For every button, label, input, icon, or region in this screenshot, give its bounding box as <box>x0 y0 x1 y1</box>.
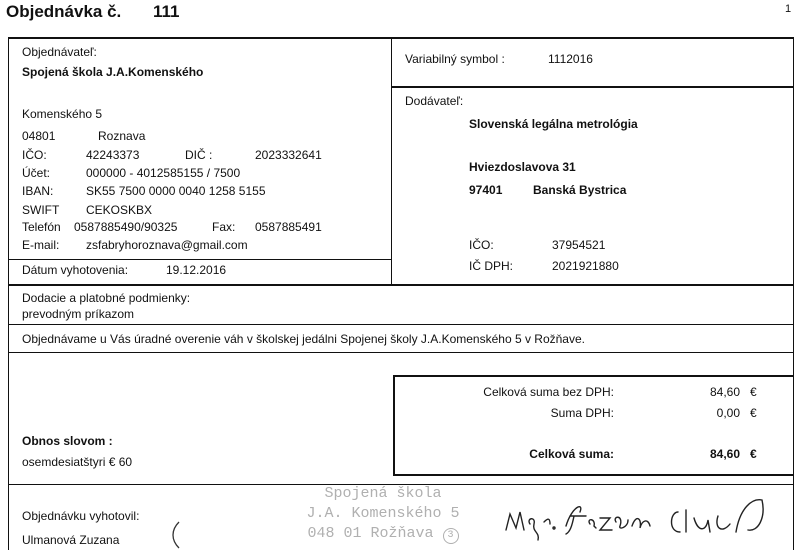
supplier-icdph-label: IČ DPH: <box>469 259 514 273</box>
stamp-line-2: J.A. Komenského 5 <box>306 505 460 522</box>
total-base-label: Celková suma bez DPH: <box>483 385 614 399</box>
customer-street: Komenského 5 <box>22 107 103 121</box>
total-label: Celková suma: <box>529 447 614 461</box>
order-number: 111 <box>153 2 180 21</box>
page-number: 1 <box>785 3 792 15</box>
stamp-line-1: Spojená škola <box>324 485 442 502</box>
customer-swift-label: SWIFT <box>22 203 60 217</box>
supplier-ico-label: IČO: <box>469 238 494 252</box>
customer-zip: 04801 <box>22 129 56 143</box>
terms-label: Dodacie a platobné podmienky: <box>22 291 191 305</box>
variable-symbol-label: Variabilný symbol : <box>405 52 505 66</box>
total-base-currency: € <box>750 385 757 399</box>
date-value: 19.12.2016 <box>166 263 227 277</box>
supplier-zip: 97401 <box>469 183 503 197</box>
customer-city: Roznava <box>98 129 146 143</box>
total-vat-value: 0,00 <box>716 406 740 420</box>
customer-phone: 0587885490/90325 <box>74 220 178 234</box>
supplier-icdph: 2021921880 <box>552 259 619 273</box>
signature <box>500 488 790 548</box>
customer-account: 000000 - 4012585155 / 7500 <box>86 166 241 180</box>
customer-section-label: Objednávateľ: <box>22 45 97 59</box>
in-words-value: osemdesiatštyri € 60 <box>22 455 133 469</box>
customer-dic-label: DIČ : <box>185 148 213 162</box>
terms-value: prevodným príkazom <box>22 307 135 321</box>
issuer-label: Objednávku vyhotovil: <box>22 509 140 523</box>
supplier-street: Hviezdoslavova 31 <box>469 160 576 174</box>
stamp-line-3: 048 01 Rožňava 3 <box>298 524 468 544</box>
issuer-name: Ulmanová Zuzana <box>22 533 120 547</box>
total-base-value: 84,60 <box>709 385 740 399</box>
customer-fax-label: Fax: <box>212 220 236 234</box>
bracket-mark <box>165 520 187 550</box>
supplier-section-label: Dodávateľ: <box>405 94 464 108</box>
total-value: 84,60 <box>709 447 740 461</box>
supplier-ico: 37954521 <box>552 238 606 252</box>
customer-iban: SK55 7500 0000 0040 1258 5155 <box>86 184 266 198</box>
total-currency: € <box>750 447 757 461</box>
customer-ico: 42243373 <box>86 148 140 162</box>
order-text: Objednávame u Vás úradné overenie váh v školskej jedálni Spojenej školy J.A.Komenského 5 v Rožňave. <box>22 332 585 346</box>
in-words-label: Obnos slovom : <box>22 434 113 448</box>
customer-phone-label: Telefón <box>22 220 61 234</box>
date-label: Dátum vyhotovenia: <box>22 263 129 277</box>
customer-email-label: E-mail: <box>22 238 60 252</box>
supplier-name: Slovenská legálna metrológia <box>469 117 638 131</box>
customer-email[interactable]: zsfabryhoroznava@gmail.com <box>86 238 248 252</box>
customer-swift: CEKOSKBX <box>86 203 153 217</box>
school-stamp <box>298 484 468 544</box>
variable-symbol-value: 1112016 <box>548 52 593 66</box>
customer-fax: 0587885491 <box>255 220 322 234</box>
total-vat-label: Suma DPH: <box>550 406 614 420</box>
customer-name: Spojená škola J.A.Komenského <box>22 65 204 79</box>
customer-ico-label: IČO: <box>22 148 47 162</box>
total-vat-currency: € <box>750 406 757 420</box>
supplier-city: Banská Bystrica <box>533 183 627 197</box>
customer-account-label: Účet: <box>22 166 51 180</box>
order-title: Objednávka č. <box>6 2 122 21</box>
customer-dic: 2023332641 <box>255 148 322 162</box>
customer-iban-label: IBAN: <box>22 184 54 198</box>
